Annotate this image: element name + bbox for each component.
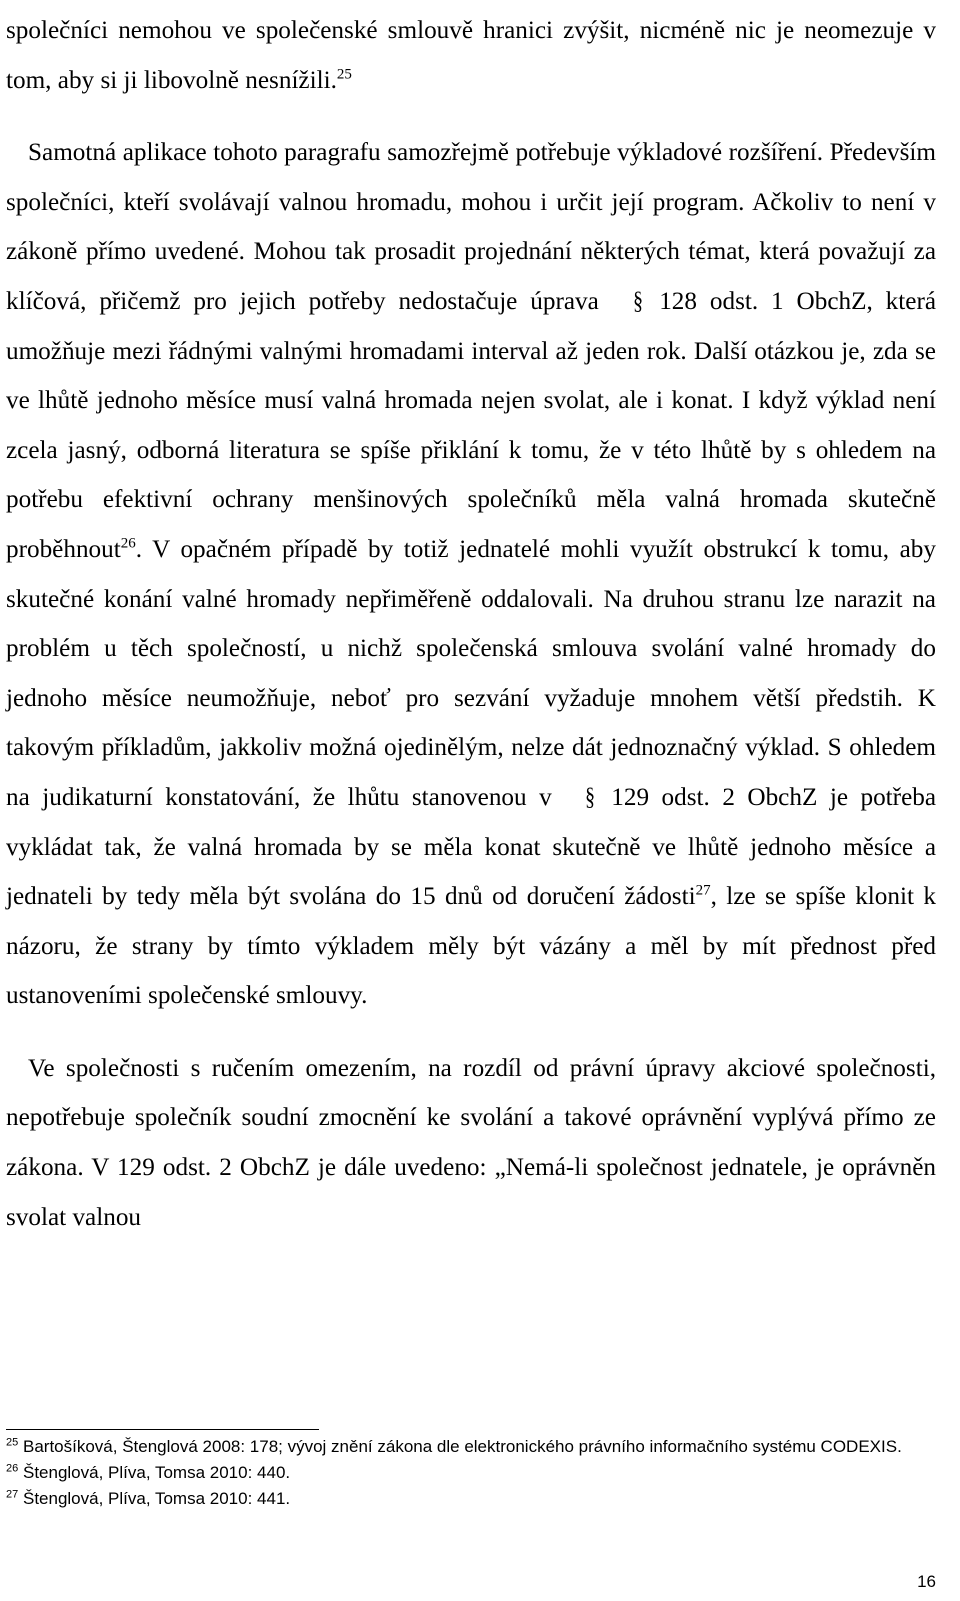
footnote-number: 25 <box>6 1436 19 1449</box>
paragraph-3: Ve společnosti s ručením omezením, na rozdíl od právní úpravy akciové společnosti, nepotřebuje společník soudní zmocnění ke svolání a takové oprávnění vyplývá přímo ze zákona. V 129 odst. 2 ObchZ je dále uvedeno: „Nemá-li společnost jednatele, je oprávněn svolat valnou <box>6 1054 936 1231</box>
section-sign: § <box>632 287 643 315</box>
footnote-text: Štenglová, Plíva, Tomsa 2010: 441. <box>22 1489 291 1508</box>
footnotes <box>6 1434 926 1512</box>
footnote-ref-27: 27 <box>695 882 711 899</box>
footnote-25 <box>6 1434 926 1460</box>
paragraph-1: společníci nemohou ve společenské smlouvě hranici zvýšit, nicméně nic je neomezuje v tom, aby si ji libovolně nesnížili.$^{25}$ <box>6 17 936 94</box>
footnote-27 <box>6 1486 926 1512</box>
paragraph-2: Samotná aplikace tohoto paragrafu samozřejmě potřebuje výkladové rozšíření. Především společníci, kteří svolávají valnou hromadu, mohou i určit její program. Ačkoliv to není v zákoně přímo uvedené. Mohou tak prosadit projednání některých témat, která považují za klíčová, přičemž pro jejich potřeby nedostačuje úprava § 128 odst. 1 ObchZ, která umožňuje mezi řádnými valnými hromadami interval až jeden rok. Další otázkou je, zda se ve lhůtě jednoho měsíce musí valná hromada nejen svolat, ale i konat. I když výklad není zcela jasný, odborná literatura se spíše přiklání k tomu, že v této lhůtě by s ohledem na potřebu efektivní ochrany menšinových společníků měla valná hromada skutečně proběhnout$^{26}$. V opačném případě by totiž jednatelé mohli využít obstrukcí k tomu, aby skutečné konání valné hromady nepřiměřeně oddalovali. Na druhou stranu lze narazit na problém u těch společností, u nichž společenská smlouva svolání valné hromady do jednoho měsíce neumožňuje, neboť pro sezvání vyžaduje mnohem větší předstih. K takovým příkladům, jakkoliv možná ojedinělým, nelze dát jednoznačný výklad. S ohledem na judikaturní konstatování, že lhůtu stanovenou v § 129 odst. 2 ObchZ je potřeba vykládat tak, že valná hromada by se měla konat skutečně ve lhůtě jednoho měsíce a jednateli by tedy měla být svolána do 15 dnů od doručení žádosti$^{27}$, lze se spíše klonit k názoru, že strany by tímto výkladem měly být vázány a měl by mít přednost před ustanoveními společenské smlouvy. <box>6 139 937 1010</box>
footnote-26 <box>6 1460 926 1486</box>
footnote-text: Bartošíková, Štenglová 2008: 178; vývoj znění zákona dle elektronického právního informačního systému CODEXIS. <box>22 1437 902 1456</box>
section-sign: § <box>585 783 596 811</box>
footnote-ref-26: 26 <box>120 535 136 552</box>
page-number: 16 <box>917 1572 936 1591</box>
footnote-text: Štenglová, Plíva, Tomsa 2010: 440. <box>22 1463 291 1482</box>
footnote-number: 27 <box>6 1488 19 1501</box>
footnote-number: 26 <box>6 1462 19 1475</box>
body-text <box>6 6 936 1242</box>
footnote-ref-25: 25 <box>336 66 352 83</box>
footnote-separator <box>6 1429 319 1430</box>
